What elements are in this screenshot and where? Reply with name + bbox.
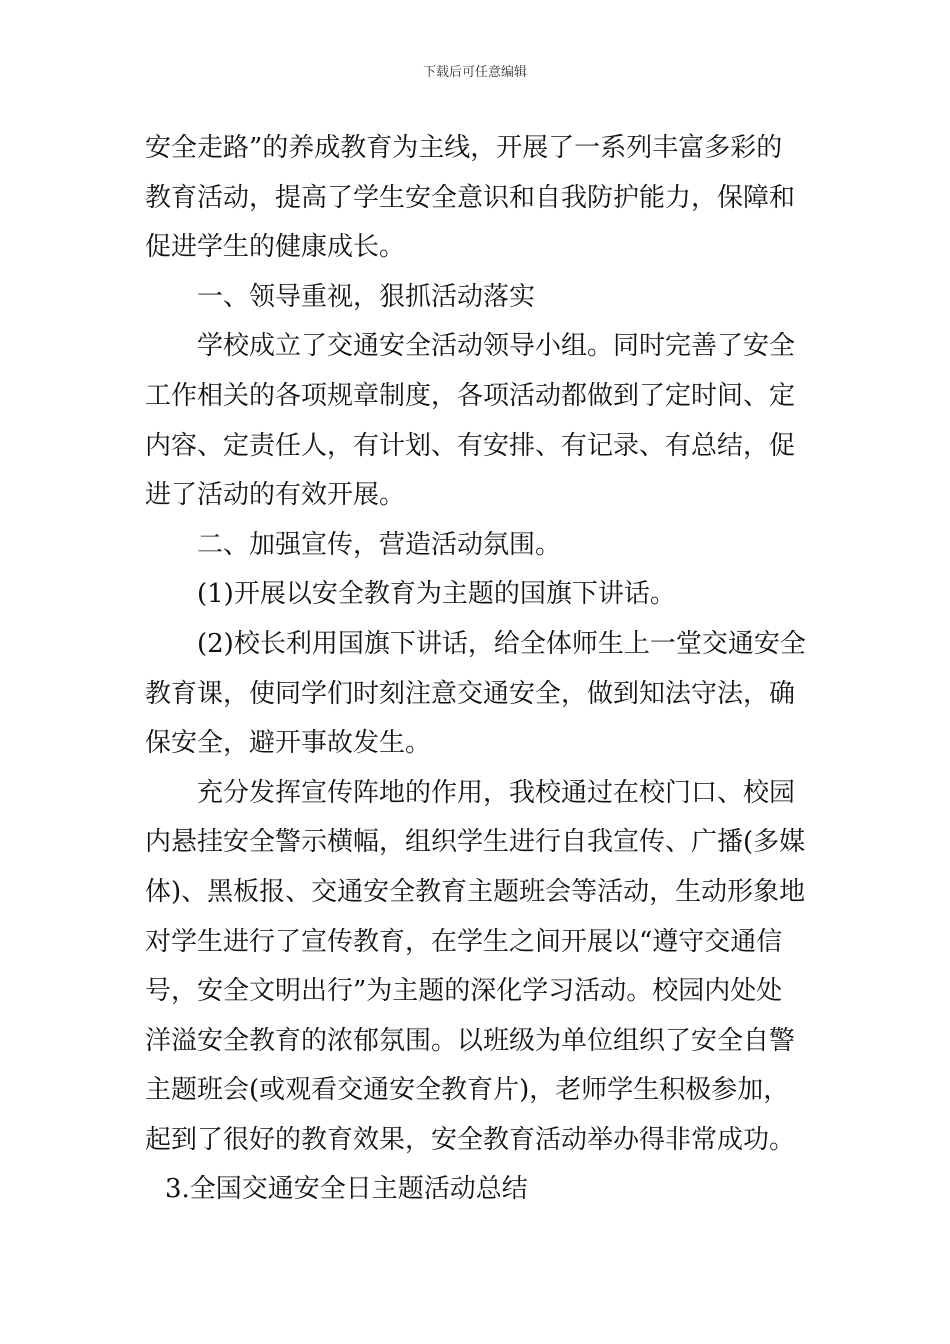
section-heading-2: 二、加强宣传，营造活动氛围。 [197,529,562,560]
paragraph-line: 安全走路”的养成教育为主线，开展了一系列丰富多彩的 [145,133,783,163]
paragraph-line: 保安全，避开事故发生。 [145,728,432,759]
paragraph-line: 对学生进行了宣传教育，在学生之间开展以“遵守交通信 [145,926,783,957]
paragraph-line: 洋溢安全教育的浓郁氛围。以班级为单位组织了安全自警 [145,1025,796,1056]
paragraph-line: 教育课，使同学们时刻注意交通安全，做到知法守法，确 [145,678,796,709]
list-item-2: (2)校长利用国旗下讲话，给全体师生上一堂交通安全 [197,628,806,659]
paragraph-line: 主题班会(或观看交通安全教育片)，老师学生积极参加， [145,1075,790,1106]
paragraph-line: 工作相关的各项规章制度，各项活动都做到了定时间、定 [145,380,796,411]
document-body [145,124,810,1215]
paragraph-line: 起到了很好的教育效果，安全教育活动举办得非常成功。 [145,1124,796,1155]
paragraph-line: 内容、定责任人，有计划、有安排、有记录、有总结，促 [145,430,796,461]
paragraph-line: 内悬挂安全警示横幅，组织学生进行自我宣传、广播(多媒 [145,827,806,858]
paragraph-line: 学校成立了交通安全活动领导小组。同时完善了安全 [197,331,796,362]
paragraph-line: 充分发挥宣传阵地的作用，我校通过在校门口、校园 [197,777,796,808]
paragraph-line: 号，安全文明出行”为主题的深化学习活动。校园内处处 [145,976,783,1007]
section-heading-3: 3.全国交通安全日主题活动总结 [165,1174,528,1205]
paragraph-line: 促进学生的健康成长。 [145,232,406,263]
section-heading-1: 一、领导重视，狠抓活动落实 [197,281,536,312]
page-header: 下载后可任意编辑 [422,65,527,80]
paragraph-line: 教育活动，提高了学生安全意识和自我防护能力，保障和 [145,182,796,213]
paragraph-line: 体)、黑板报、交通安全教育主题班会等活动，生动形象地 [145,876,806,907]
list-item-1: (1)开展以安全教育为主题的国旗下讲话。 [197,579,676,610]
paragraph-line: 进了活动的有效开展。 [145,480,406,511]
